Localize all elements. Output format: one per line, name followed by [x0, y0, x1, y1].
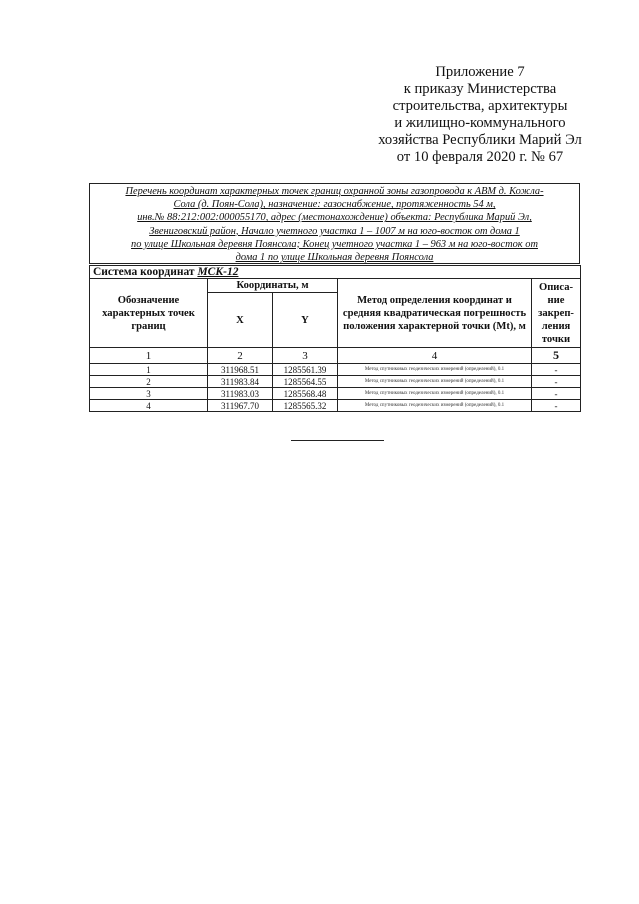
header-y: Y — [273, 293, 338, 348]
separator-line — [291, 440, 384, 441]
title-line: по улице Школьная деревня Поянсола; Конец учетного участка 1 – 963 м на юго-восток от — [131, 238, 538, 250]
coordinates-table — [89, 265, 581, 412]
document-title-box — [89, 183, 580, 264]
header-designation: Обозначение характерных точек границ — [90, 279, 208, 348]
cell-point: 3 — [90, 388, 208, 400]
cell-description: - — [532, 364, 581, 376]
cell-method: Метод спутниковых геодезических измерений (определений), 0.1 — [338, 364, 532, 376]
title-line: дома 1 по улице Школьная деревня Поянсола — [235, 252, 434, 264]
appendix-line: от 10 февраля 2020 г. № 67 — [396, 149, 564, 165]
header-x: X — [208, 293, 273, 348]
column-number: 5 — [532, 348, 581, 364]
cell-x: 311968.51 — [208, 364, 273, 376]
cell-description: - — [532, 388, 581, 400]
cell-point: 1 — [90, 364, 208, 376]
cell-method: Метод спутниковых геодезических измерений (определений), 0.1 — [338, 388, 532, 400]
cell-y: 1285564.55 — [273, 376, 338, 388]
appendix-line: хозяйства Республики Марий Эл — [378, 132, 582, 148]
cell-method: Метод спутниковых геодезических измерений (определений), 0.1 — [338, 400, 532, 412]
cell-description: - — [532, 376, 581, 388]
column-number: 4 — [338, 348, 532, 364]
title-line: Сола (д. Поян-Сола), назначение: газоснабжение, протяженность 54 м, — [173, 199, 496, 211]
table-row — [90, 388, 581, 400]
title-line: инв.№ 88:212:002:000055170, адрес (местонахождение) объекта: Республика Марий Эл, — [137, 212, 532, 224]
header-method: Метод определения координат и средняя квадратическая погрешность положения характерной точки (Mt), м — [338, 279, 532, 348]
cell-point: 4 — [90, 400, 208, 412]
column-number-row — [90, 348, 581, 364]
cell-point: 2 — [90, 376, 208, 388]
cell-y: 1285568.48 — [273, 388, 338, 400]
coordinate-system-name: МСК-12 — [197, 266, 239, 278]
header-description: Описа-ние закреп-ления точки — [532, 279, 581, 348]
column-number: 2 — [208, 348, 273, 364]
table-header-row — [90, 279, 581, 293]
cell-x: 311983.03 — [208, 388, 273, 400]
cell-description: - — [532, 400, 581, 412]
title-line: Перечень координат характерных точек границ охранной зоны газопровода к АВМ д. Кожла- — [125, 186, 544, 197]
cell-x: 311983.84 — [208, 376, 273, 388]
table-row — [90, 400, 581, 412]
appendix-line: Приложение 7 — [435, 64, 525, 80]
table-row — [90, 376, 581, 388]
appendix-line: строительства, архитектуры — [392, 98, 568, 114]
coordinate-system-cell — [90, 266, 581, 279]
cell-y: 1285565.32 — [273, 400, 338, 412]
header-coordinates: Координаты, м — [208, 279, 338, 293]
coordinate-system-label: Система координат — [93, 266, 195, 278]
column-number: 3 — [273, 348, 338, 364]
title-line: Звениговский район, Начало учетного участка 1 – 1007 м на юго-восток от дома 1 — [149, 225, 520, 237]
column-number: 1 — [90, 348, 208, 364]
cell-x: 311967.70 — [208, 400, 273, 412]
cell-method: Метод спутниковых геодезических измерений (определений), 0.1 — [338, 376, 532, 388]
appendix-line: и жилищно-коммунального — [394, 115, 566, 131]
appendix-line: к приказу Министерства — [403, 81, 557, 97]
cell-y: 1285561.39 — [273, 364, 338, 376]
coordinate-system-row — [90, 266, 581, 279]
table-row — [90, 364, 581, 376]
appendix-header — [350, 64, 610, 166]
